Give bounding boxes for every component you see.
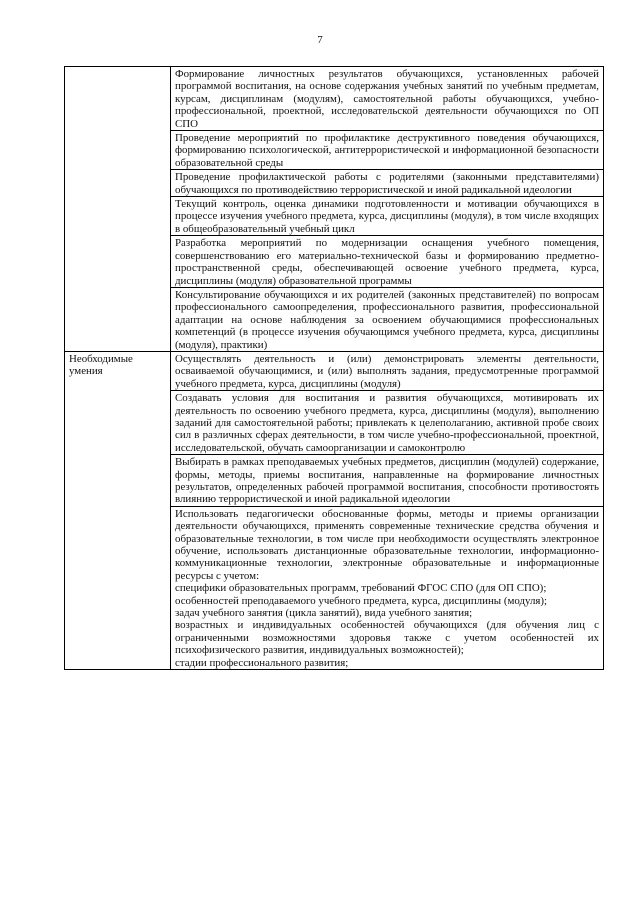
list-item: задач учебного занятия (цикла занятий), вида учебного занятия; <box>175 607 473 620</box>
list-item: особенностей преподаваемого учебного предмета, курса, дисциплины (модуля); <box>175 594 548 607</box>
action-cell: Проведение профилактической работы с родителями (законными представителями) обучающихся по противодействию террористической и иной радикальной идеологии <box>171 170 604 197</box>
action-cell: Консультирование обучающихся и их родителей (законных представителей) по вопросам профессионального самоопределения, профессионального развития, профессиональной адаптации на основе наблюдения за освоением обучающимися профессиональных компетенций (в процессе изучения обучающимся учебного предмета, курса, дисциплины (модуля), практики) <box>171 287 604 351</box>
table-row <box>65 67 604 131</box>
skill-cell-with-list <box>171 506 604 669</box>
action-cell: Текущий контроль, оценка динамики подготовленности и мотивации обучающихся в процессе изучения учебного предмета, курса, дисциплины (модуля), в том числе входящих в общеобразовательный учебный цикл <box>171 197 604 236</box>
row-label-cell <box>65 67 171 352</box>
list-item: возрастных и индивидуальных особенностей обучающихся (для обучения лиц с ограниченными возможностями здоровья также с учетом особенностей их психофизического развития, индивидуальных возможностей); <box>175 619 599 657</box>
list-item: специфики образовательных программ, требований ФГОС СПО (для ОП СПО); <box>175 582 547 595</box>
action-cell: Разработка мероприятий по модернизации оснащения учебного помещения, совершенствованию его материально-технической базы и формированию предметно-пространственной среды, обеспечивающей освоение учебного предмета, курса, дисциплины (модуля) образовательной программы <box>171 236 604 288</box>
skill-cell: Создавать условия для воспитания и развития обучающихся, мотивировать их деятельность по освоению учебного предмета, курса, дисциплины (модуля), выполнению заданий для самостоятельной работы; привлекать к целеполаганию, активной пробе своих сил в различных сферах деятельности, в том числе учебно-профессиональной, проектной, исследовательской, обучать самоорганизации и самоконтролю <box>171 391 604 455</box>
action-cell: Формирование личностных результатов обучающихся, установленных рабочей программой воспитания, на основе содержания учебных занятий по учебным предметам, курсам, дисциплинам (модулям), самостоятельной работы обучающихся, учебно-профессиональной, проектной, исследовательской деятельности обучающихся по ОП СПО <box>171 67 604 131</box>
skill-cell: Выбирать в рамках преподаваемых учебных предметов, дисциплин (модулей) содержание, формы, методы, приемы воспитания, направленные на формирование личностных результатов, определенных рабочей программой воспитания, способности противостоять влиянию террористической и иной радикальной идеологии <box>171 455 604 507</box>
action-cell: Проведение мероприятий по профилактике деструктивного поведения обучающихся, формированию психологической, антитеррористической и информационной безопасности образовательной среды <box>171 131 604 170</box>
skill-intro-text: Использовать педагогически обоснованные формы, методы и приемы организации деятельности обучающихся, применять современные технические средства обучения и образовательные технологии, в том числе при необходимости осуществлять электронное обучение, использовать дистанционные образовательные технологии, информационно-коммуникационные технологии, электронные образовательные и информационные ресурсы с учетом: <box>175 507 599 582</box>
row-label-cell: Необходимые умения <box>65 351 171 669</box>
page-number: 7 <box>317 34 323 46</box>
skill-cell: Осуществлять деятельность и (или) демонстрировать элементы деятельности, осваиваемой обучающимися, и (или) выполнять задания, предусмотренные программой учебного предмета, курса, дисциплины (модуля) <box>171 351 604 390</box>
competency-table <box>64 66 604 670</box>
table-row <box>65 351 604 390</box>
list-item: стадии профессионального развития; <box>175 656 349 669</box>
